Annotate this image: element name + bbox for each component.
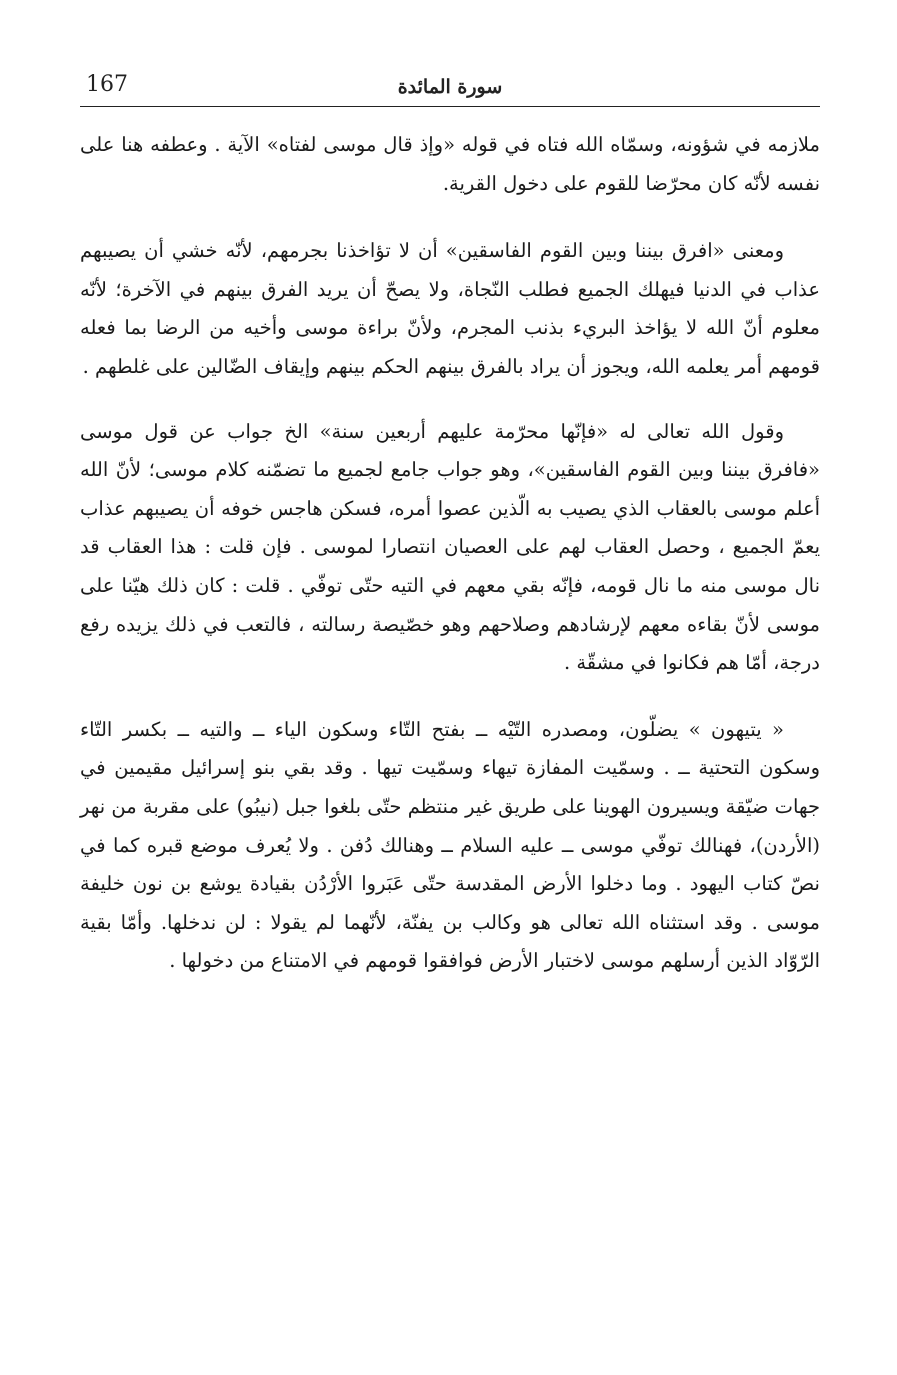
body-text bbox=[80, 126, 820, 981]
paragraph-3: وقول الله تعالى له «فإنّها محرّمة عليهم أربعين سنة» الخ جواب عن قول موسى «فافرق بيننا وبين القوم الفاسقين»، وهو جواب جامع لجميع ما تضمّنه كلام موسى؛ لأنّ الله أعلم موسى بالعقاب الذي يصيب به الّذين عصوا أمره، فسكن هاجس خوفه أن يصيبهم عذاب يعمّ الجميع ، وحصل العقاب لهم على العصيان انتصارا لموسى . فإن قلت : هذا العقاب قد نال موسى منه ما نال قومه، فإنّه بقي معهم في التيه حتّى توفّي . قلت : كان ذلك هيّنا على موسى لأنّ بقاءه معهم لإرشادهم وصلاحهم وهو خصّيصة رسالته ، فالتعب في ذلك يزيده رفع درجة، أمّا هم فكانوا في مشقّة . bbox=[80, 419, 820, 675]
paragraph-spacer bbox=[80, 683, 820, 711]
page-header bbox=[80, 66, 820, 107]
paragraph-2: ومعنى «افرق بيننا وبين القوم الفاسقين» أن لا تؤاخذنا بجرمهم، لأنّه خشي أن يصيبهم عذاب في الدنيا فيهلك الجميع فطلب النّجاة، ولا يصحّ أن يريد الفرق بينهم في الآخرة؛ لأنّه معلوم أنّ الله لا يؤاخذ البريء بذنب المجرم، ولأنّ براءة موسى وأخيه من الرضا بما فعله قومهم أمر يعلمه الله، ويجوز أن يراد بالفرق بينهم الحكم بينهم وإيقاف الضّالين على غلطهم . bbox=[80, 239, 820, 378]
page-number: 167 bbox=[86, 72, 128, 97]
paragraph-spacer bbox=[80, 203, 820, 232]
paragraph-spacer bbox=[80, 387, 820, 413]
paragraph-1: ملازمه في شؤونه، وسمّاه الله فتاه في قوله «وإذ قال موسى لفتاه» الآية . وعطفه هنا على نفسه لأنّه كان محرّضا للقوم على دخول القرية. bbox=[80, 133, 820, 195]
paragraph-4: « يتيهون » يضلّون، ومصدره التّيْه ــ بفتح التّاء وسكون الياء ــ والتيه ــ بكسر التّاء وسكون التحتية ــ . وسمّيت المفازة تيهاء وسمّيت تيها . وقد بقي بنو إسرائيل مقيمين في جهات ضيّقة ويسيرون الهوينا على طريق غير منتظم حتّى بلغوا جبل (نيبُو) على مقربة من نهر (الأردن)، فهنالك توفّي موسى ــ عليه السلام ــ وهنالك دُفن . ولا يُعرف موضع قبره كما في نصّ كتاب اليهود . وما دخلوا الأرض المقدسة حتّى عَبَروا الأرْدُن بقيادة يوشع بن نون خليفة موسى . وقد استثناه الله تعالى هو وكالب بن يفنّة، لأنّهما لم يقولا : لن ندخلها. وأمّا بقية الرّوّاد الذين أرسلهم موسى لاختبار الأرض فوافقوا قومهم في الامتناع من دخولها . bbox=[80, 717, 820, 973]
running-title: سورة المائدة bbox=[397, 76, 503, 98]
